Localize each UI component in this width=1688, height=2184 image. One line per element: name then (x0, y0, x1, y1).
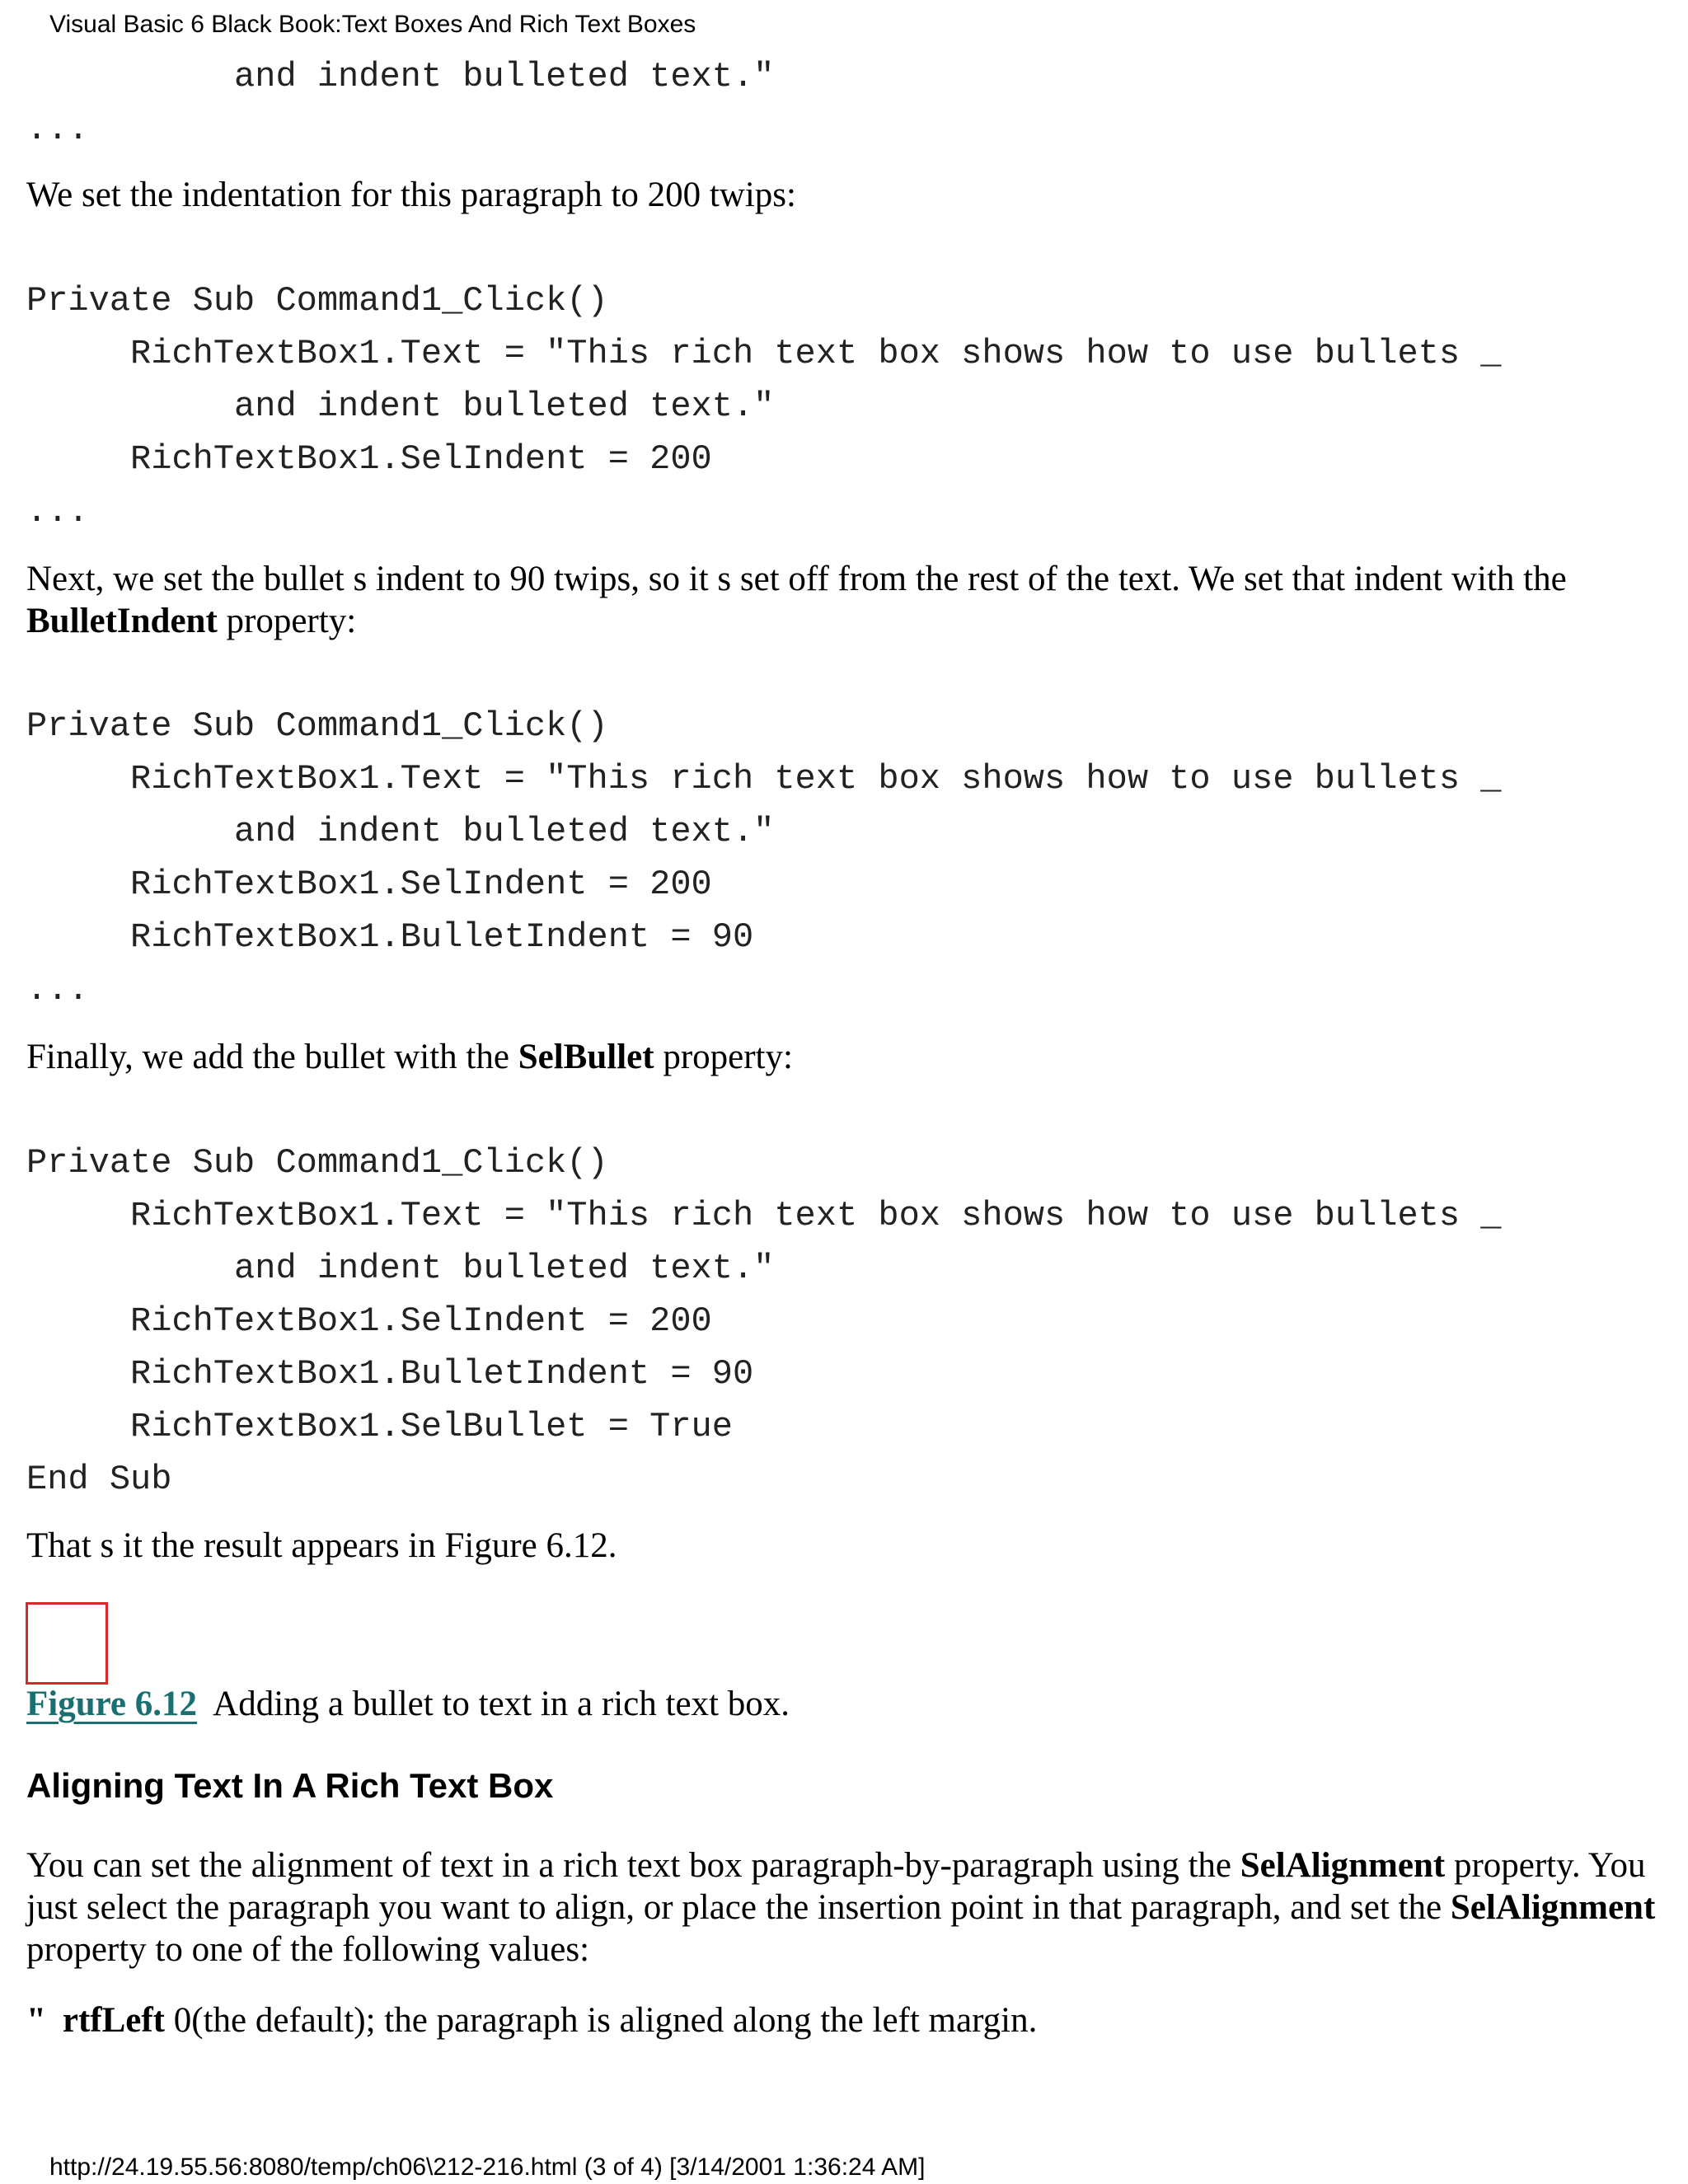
page-footer-url: http://24.19.55.56:8080/temp/ch06\212-216.html (3 of 4) [3/14/2001 1:36:24 AM] (49, 2154, 926, 2181)
ellipsis: ... (26, 110, 89, 149)
figure-caption: Figure 6.12 Adding a bullet to text in a rich text box. (26, 1685, 790, 1723)
code-line: and indent bulleted text." (26, 1249, 775, 1288)
paragraph-alignment: You can set the alignment of text in a rich text box paragraph-by-paragraph using the SelAlignment property. You just select the paragraph you want to align, or place the insertion point in that paragraph, and set the SelAlignment property to one of the following values: (26, 1846, 1656, 1969)
figure-link[interactable]: Figure 6.12 (26, 1685, 198, 1723)
code-block-bulletindent (26, 700, 1502, 963)
code-line: and indent bulleted text." (26, 57, 775, 96)
code-line: RichTextBox1.SelBullet = True (26, 1407, 733, 1446)
code-line: RichTextBox1.Text = "This rich text box shows how to use bullets _ (26, 334, 1502, 373)
code-line: Private Sub Command1_Click() (26, 1143, 608, 1183)
paragraph-selbullet: Finally, we add the bullet with the SelBullet property: (26, 1038, 793, 1076)
code-line: Private Sub Command1_Click() (26, 706, 608, 746)
bullet-mark: " (26, 2001, 46, 2040)
code-line: RichTextBox1.SelIndent = 200 (26, 1301, 712, 1341)
bullet-item-rtfleft: " rtfLeft 0(the default); the paragraph is aligned along the left margin. (26, 2001, 1038, 2040)
code-block-continued (26, 50, 774, 103)
code-line: RichTextBox1.SelIndent = 200 (26, 865, 712, 904)
paragraph-indentation: We set the indentation for this paragraph to 200 twips: (26, 176, 796, 214)
code-line: and indent bulleted text." (26, 387, 775, 426)
section-heading: Aligning Text In A Rich Text Box (26, 1766, 554, 1805)
ellipsis: ... (26, 492, 89, 532)
paragraph-result: That s it the result appears in Figure 6.12. (26, 1526, 617, 1565)
paragraph-bullet-indent: Next, we set the bullet s indent to 90 twips, so it s set off from the rest of the text. We set that indent with the BulletIndent property: (26, 560, 1567, 640)
code-line: RichTextBox1.BulletIndent = 90 (26, 917, 754, 957)
ellipsis: ... (26, 970, 89, 1010)
code-block-selindent (26, 274, 1502, 485)
code-line: RichTextBox1.Text = "This rich text box shows how to use bullets _ (26, 759, 1502, 799)
figure-image-placeholder[interactable] (26, 1602, 108, 1685)
code-line: Private Sub Command1_Click() (26, 281, 608, 321)
code-line: End Sub (26, 1460, 172, 1499)
code-block-selbullet (26, 1137, 1502, 1506)
code-line: RichTextBox1.SelIndent = 200 (26, 439, 712, 479)
code-line: RichTextBox1.Text = "This rich text box shows how to use bullets _ (26, 1196, 1502, 1235)
code-line: and indent bulleted text." (26, 812, 775, 851)
page-header-title: Visual Basic 6 Black Book:Text Boxes And Rich Text Boxes (49, 11, 696, 38)
code-line: RichTextBox1.BulletIndent = 90 (26, 1354, 754, 1394)
